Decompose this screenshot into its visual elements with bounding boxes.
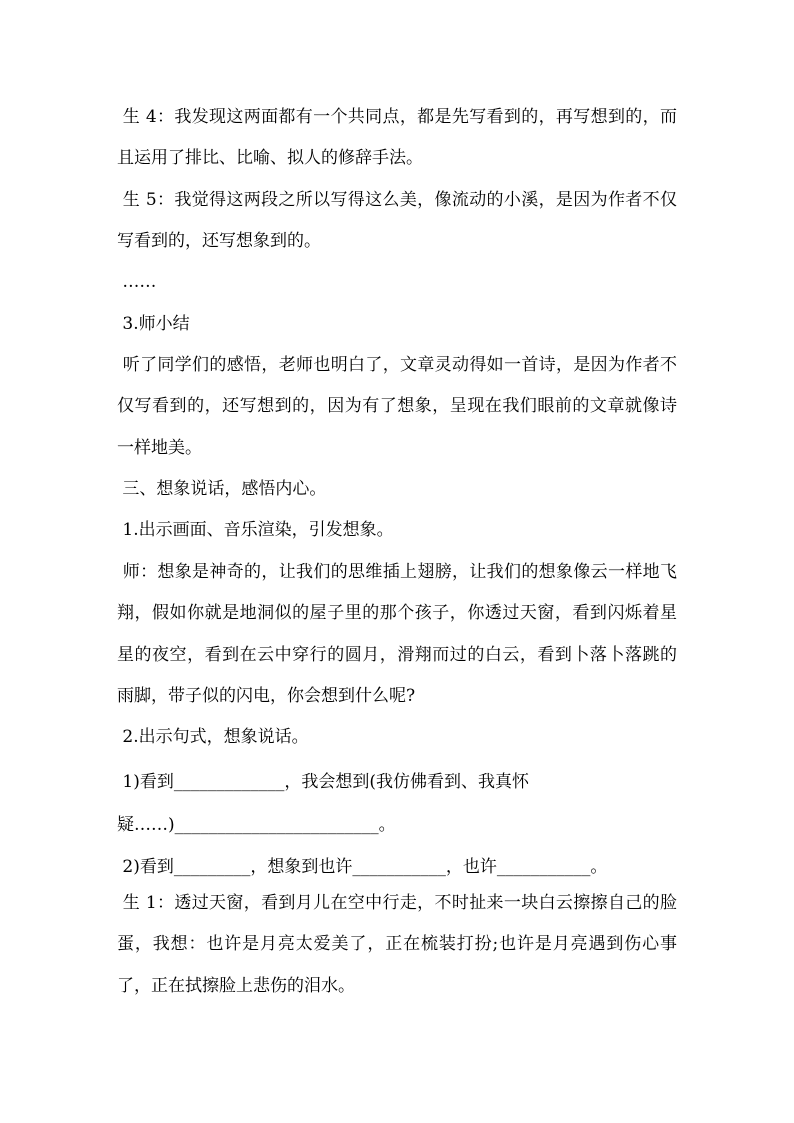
section-heading-teacher-summary: 3.师小结 [117, 314, 190, 334]
sentence-pattern-1-line-2: 疑……)________________________。 [117, 815, 396, 835]
paragraph-ellipsis: …… [117, 272, 157, 292]
paragraph-student-1: 生 1：透过天窗，看到月儿在空中行走，不时扯来一块白云擦擦自己的脸蛋，我想：也许是月亮太爱美了，正在梳装打扮;也许是月亮遇到伤心事了，正在拭擦脸上悲伤的泪水。 [117, 893, 677, 996]
paragraph-student-5: 生 5：我觉得这两段之所以写得这么美，像流动的小溪，是因为作者不仅写看到的，还写想象到的。 [117, 190, 677, 252]
step-heading-show-picture: 1.出示画面、音乐渲染，引发想象。 [117, 520, 394, 540]
sentence-pattern-2: 2)看到_________，想象到也许___________，也许___________。 [117, 857, 608, 877]
paragraph-student-4: 生 4：我发现这两面都有一个共同点，都是先写看到的，再写想到的，而且运用了排比、比喻、拟人的修辞手法。 [117, 107, 677, 169]
section-heading-imagine-speak: 三、想象说话，感悟内心。 [117, 479, 327, 499]
step-heading-sentence-pattern: 2.出示句式，想象说话。 [117, 727, 309, 747]
paragraph-teacher-prompt: 师：想象是神奇的，让我们的思维插上翅膀，让我们的想象像云一样地飞翔，假如你就是地洞似的屋子里的那个孩子，你透过天窗，看到闪烁着星星的夜空，看到在云中穿行的圆月，滑翔而过的白云，看到卜落卜落跳的雨脚，带子似的闪电，你会想到什么呢? [117, 562, 677, 706]
sentence-pattern-1-line-1: 1)看到_____________，我会想到(我仿佛看到、我真怀 [117, 772, 529, 792]
paragraph-teacher-summary: 听了同学们的感悟，老师也明白了，文章灵动得如一首诗，是因为作者不仅写看到的，还写想到的，因为有了想象，呈现在我们眼前的文章就像诗一样地美。 [117, 355, 677, 458]
